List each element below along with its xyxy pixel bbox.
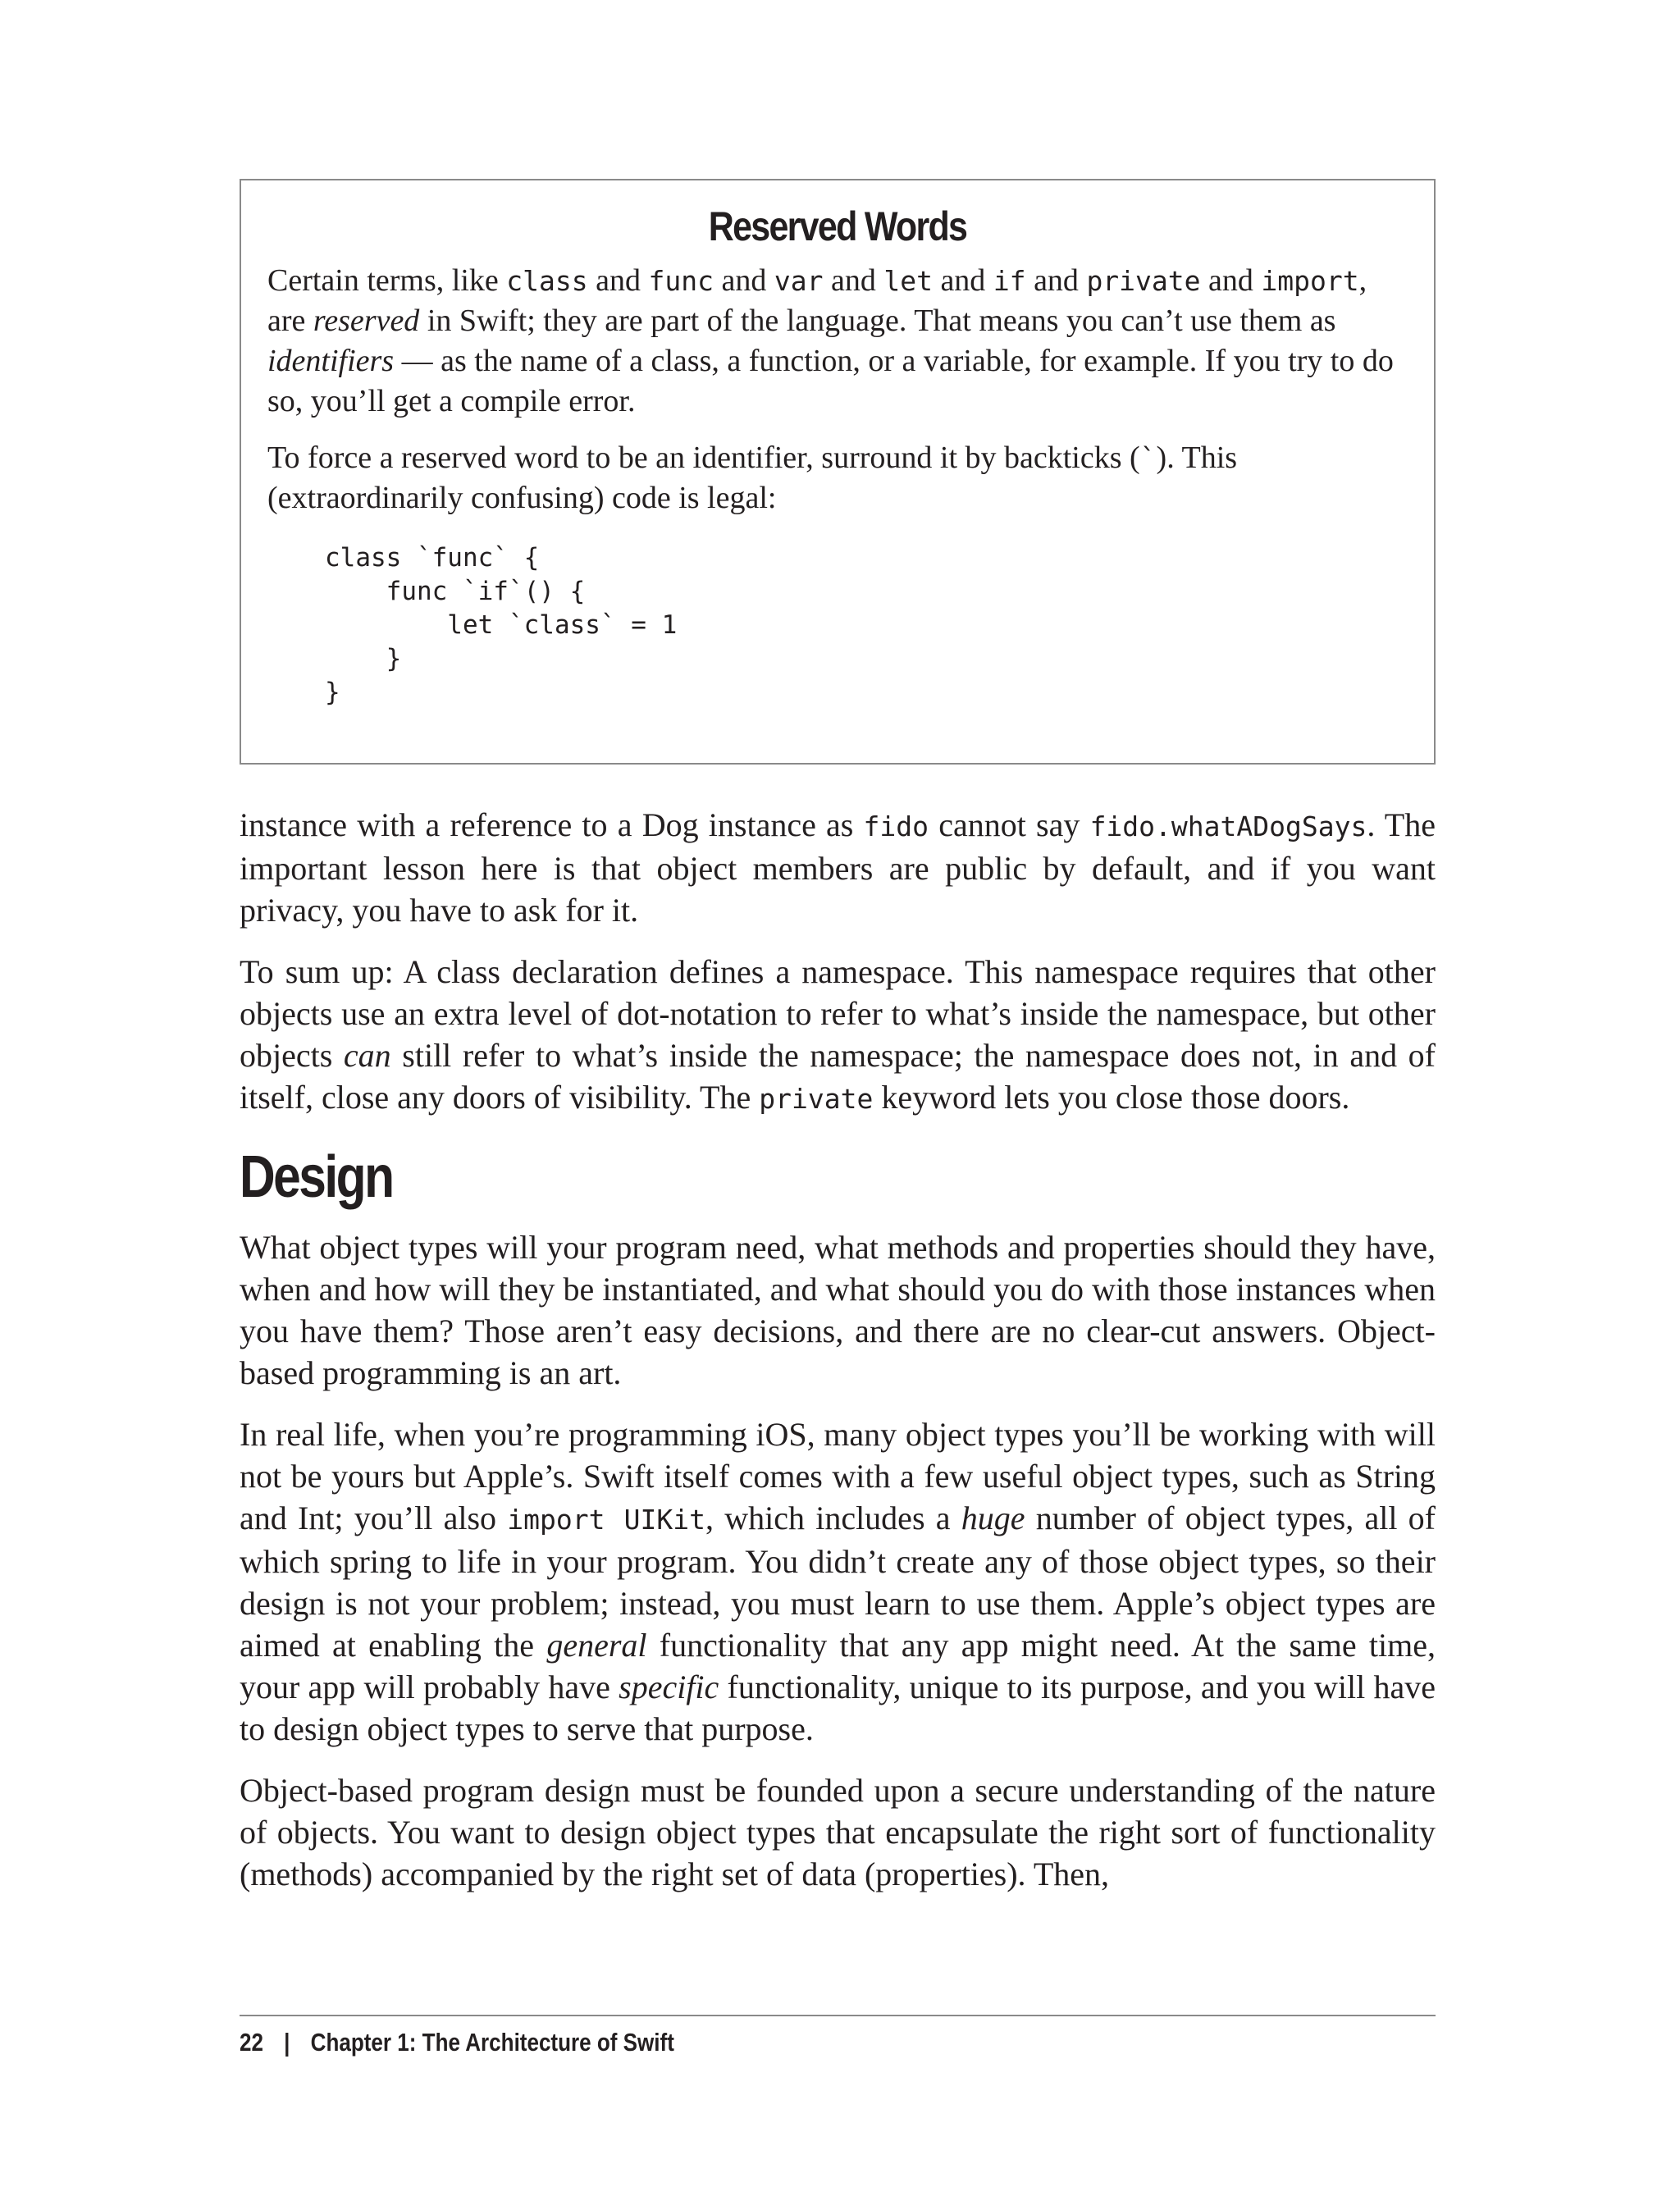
body-paragraph-3: What object types will your program need, what methods and properties should they have, when and how will they be instantiated, and what should you do with those instances when you have them? Those aren’t easy decisions, and there are no clear-cut answers. Object-based programming is an art. — [240, 1229, 1436, 1391]
page-number: 22 — [240, 2028, 263, 2057]
body-paragraph-5: Object-based program design must be founded upon a secure understanding of the nature of objects. You want to design object types that encapsulate the right sort of functionality (methods) accompanied by the right set of data (properties). Then, — [240, 1772, 1436, 1892]
code-block: class `func` { func `if`() { let `class` = 1 } } — [325, 543, 678, 707]
section-heading-design: Design — [240, 1144, 393, 1210]
footer-rule — [240, 2015, 1436, 2016]
page-footer — [240, 2026, 674, 2059]
sidebar-paragraph-2: To force a reserved word to be an identifier, surround it by backticks (`). This (extraordinarily confusing) code is legal: — [267, 441, 1238, 515]
body-paragraph-2: To sum up: A class declaration defines a namespace. This namespace requires that other objects use an extra level of dot-notation to refer to what’s inside the namespace, but other objects can still refer to what’s inside the namespace; the namespace does not, in and of itself, close any doors of visibility. The private keyword lets you close those doors. — [240, 953, 1436, 1116]
body-paragraph-1: instance with a reference to a Dog instance as fido cannot say fido.whatADogSays. The important lesson here is that object members are public by default, and if you want privacy, you have to ask for it. — [240, 806, 1436, 929]
footer-separator: | — [284, 2028, 290, 2057]
body-text — [240, 804, 1436, 1915]
sidebar-box-reserved-words — [240, 179, 1436, 765]
book-page — [240, 0, 1436, 2205]
sidebar-title: Reserved Words — [708, 203, 967, 249]
body-paragraph-4: In real life, when you’re programming iOS, many object types you’ll be working with will not be yours but Apple’s. Swift itself comes with a few useful object types, such as String and Int; you’ll also import UIKit, which includes a huge number of object types, all of which spring to life in your program. You didn’t create any of those object types, so their design is not your problem; instead, you must learn to use them. Apple’s object types are aimed at enabling the general functionality that any app might need. At the same time, your app will probably have specific functionality, unique to its purpose, and you will have to design object types to serve that purpose. — [240, 1416, 1436, 1747]
sidebar-paragraph-1: Certain terms, like class and func and var and let and if and private and import, are reserved in Swift; they are part of the language. That means you can’t use them as identifiers — as the name of a class, a function, or a variable, for example. If you try to do so, you’ll get a compile error. — [267, 263, 1394, 418]
chapter-title: Chapter 1: The Architecture of Swift — [310, 2028, 674, 2057]
